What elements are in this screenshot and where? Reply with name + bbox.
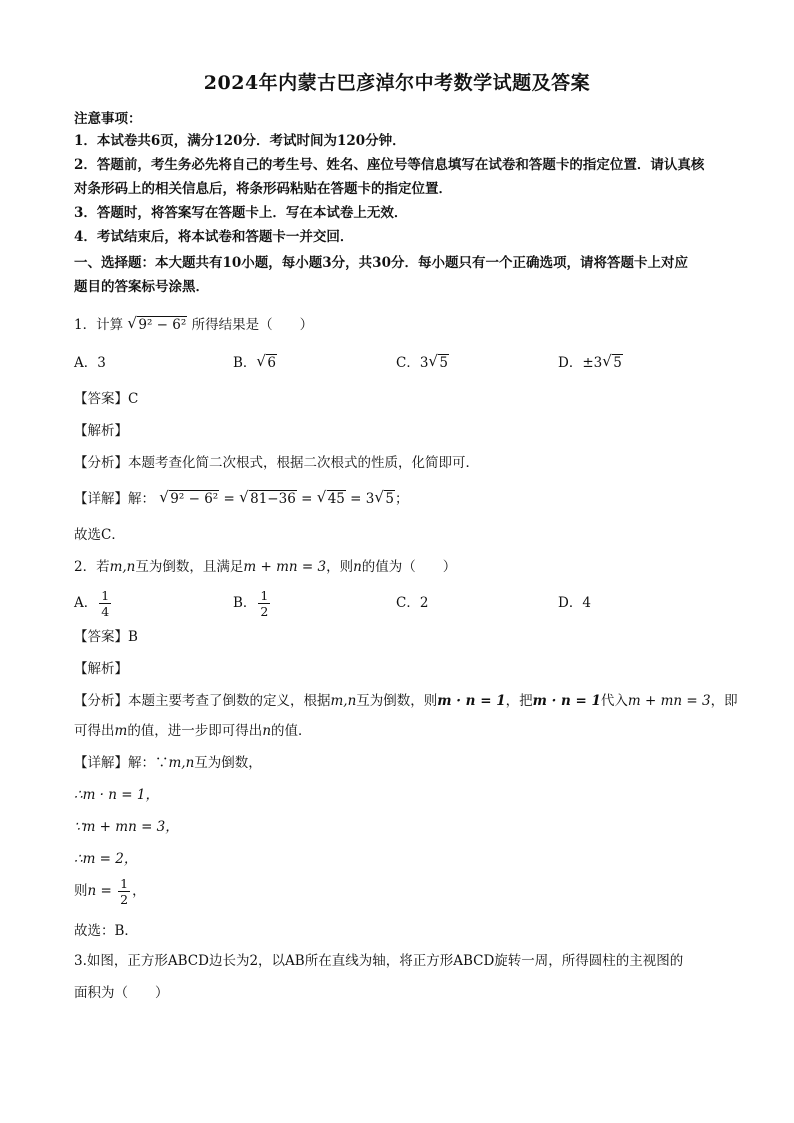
q1-prefix: 1．计算: [74, 317, 124, 333]
q2-fenxi-cont: 可得出m的值，进一步即可得出n的值．: [74, 723, 312, 739]
q3-stem-cont: 面积为（ ）: [74, 985, 169, 1001]
q2-fenxi: 【分析】本题主要考查了倒数的定义，根据m,n互为倒数，则m · n = 1，把m · n = 1代入m + mn = 3，即: [74, 693, 738, 709]
q2-option-d: D．4: [558, 595, 591, 611]
q1-analysis: 【解析】: [74, 423, 128, 439]
notice-heading: 注意事项：: [74, 111, 142, 127]
q2-step-1: ∴m · n = 1，: [74, 787, 159, 803]
q1-option-d: D．±3√ 5: [558, 352, 623, 374]
q2-answer: 【答案】B: [74, 629, 138, 645]
q2-step-2: ∵m + mn = 3，: [74, 819, 179, 835]
notice-item-4: 4．考试结束后，将本试卷和答题卡一并交回．: [74, 229, 354, 245]
q2-option-a: A． $\frac{1}{4}$: [74, 588, 110, 619]
section1-heading: 一、选择题：本大题共有10小题，每小题3分，共30分．每小题只有一个正确选项，请将答题卡上对应: [74, 255, 688, 271]
q2-step-4: 则n = $\frac{1}{2}$ ，: [74, 876, 146, 907]
q1-answer: 【答案】C: [74, 391, 139, 407]
q1-suffix: 所得结果是（ ）: [191, 317, 314, 333]
q1-option-c: C．3√ 5: [396, 352, 449, 374]
q2-choose: 故选：B．: [74, 923, 138, 939]
q2-option-c: C．2: [396, 595, 429, 611]
q3-stem: 3.如图，正方形ABCD边长为2，以AB所在直线为轴，将正方形ABCD旋转一周，所得圆柱的主视图的: [74, 953, 684, 969]
q2-step-3: ∴m = 2，: [74, 851, 138, 867]
page-title: 2024年内蒙古巴彦淖尔中考数学试题及答案: [203, 72, 591, 94]
q1-stem: [74, 314, 722, 336]
q2-option-b: B． $\frac{1}{2}$: [233, 588, 269, 619]
q2-stem: 2．若m,n互为倒数，且满足m + mn = 3，则n的值为（ ）: [74, 559, 457, 575]
q1-option-b: B．√ 6: [233, 352, 277, 374]
q1-choose: 故选C．: [74, 527, 125, 543]
notice-item-3: 3．答题时，将答案写在答题卡上．写在本试卷上无效．: [74, 205, 408, 221]
notice-item-2-cont: 对条形码上的相关信息后，将条形码粘贴在答题卡的指定位置．: [74, 181, 452, 197]
q1-detail: 【详解】解： √ 9² − 6² = √ 81−36 = √ 45 = 3√ 5；: [74, 488, 722, 510]
q2-detail: 【详解】解：∵m,n互为倒数，: [74, 755, 262, 771]
q1-radical: √ 9² − 6²: [127, 314, 187, 336]
q1-fenxi: 【分析】本题考查化简二次根式，根据二次根式的性质，化简即可．: [74, 455, 479, 471]
section1-heading-cont: 题目的答案标号涂黑．: [74, 279, 209, 295]
q1-option-a: A．3: [74, 355, 106, 371]
notice-item-2: 2．答题前，考生务必先将自己的考生号、姓名、座位号等信息填写在试卷和答题卡的指定位置．请认真核: [74, 157, 705, 173]
q2-analysis: 【解析】: [74, 661, 128, 677]
notice-item-1: 1．本试卷共6页，满分120分．考试时间为120分钟．: [74, 133, 406, 149]
